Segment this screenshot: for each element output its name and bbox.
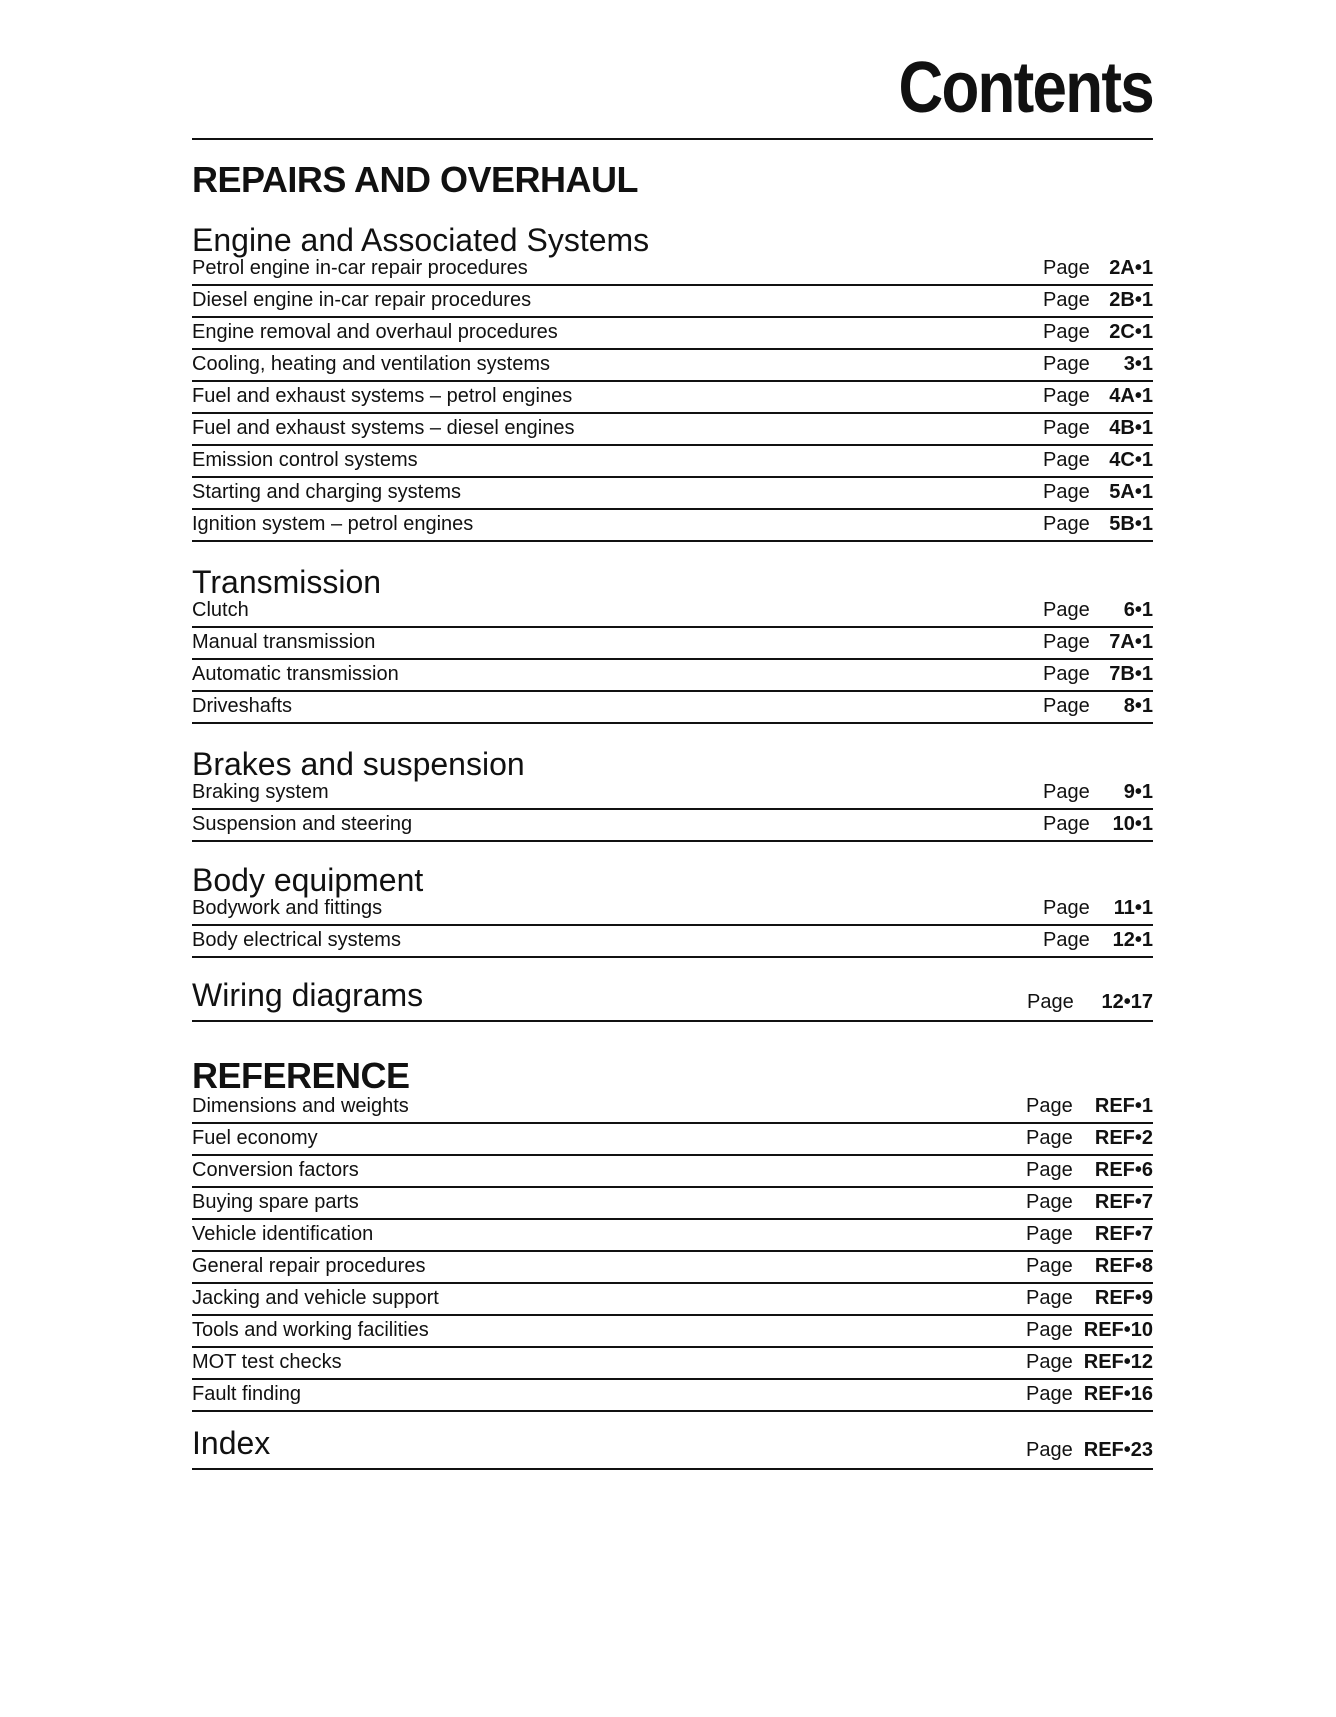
toc-row[interactable]: [192, 1252, 1153, 1284]
page-word: Page: [1026, 1127, 1073, 1149]
page-word: Page: [1043, 631, 1090, 653]
toc-label: Index: [192, 1425, 271, 1461]
reference-heading: REFERENCE: [192, 1055, 410, 1096]
toc-label: Buying spare parts: [192, 1191, 359, 1213]
page-number: 4B•1: [1109, 417, 1153, 439]
toc-label: Braking system: [192, 781, 329, 803]
page-number: REF•8: [1094, 1255, 1153, 1277]
page-word: Page: [1043, 353, 1090, 375]
toc-row[interactable]: [192, 1156, 1153, 1188]
page-word: Page: [1026, 1383, 1073, 1405]
page-number: REF•1: [1094, 1095, 1153, 1117]
page-number: 10•1: [1112, 813, 1153, 835]
toc-label: Fault finding: [192, 1383, 301, 1405]
page-word: Page: [1043, 449, 1090, 471]
toc-label: General repair procedures: [192, 1255, 426, 1277]
page-word: Page: [1027, 991, 1074, 1013]
toc-row[interactable]: [192, 1124, 1153, 1156]
toc-label: Bodywork and fittings: [192, 897, 383, 919]
toc-row[interactable]: [192, 1188, 1153, 1220]
page-word: Page: [1026, 1319, 1073, 1341]
toc-label: Body electrical systems: [192, 929, 401, 951]
page-word: Page: [1043, 321, 1090, 343]
toc-row[interactable]: [192, 510, 1153, 542]
title-divider: [192, 138, 1153, 140]
page-word: Page: [1043, 897, 1090, 919]
page-word: Page: [1026, 1159, 1073, 1181]
page-word: Page: [1026, 1255, 1073, 1277]
page-word: Page: [1043, 257, 1090, 279]
toc-label: Automatic transmission: [192, 663, 399, 685]
page-word: Page: [1043, 481, 1090, 503]
toc-row[interactable]: [192, 318, 1153, 350]
page-word: Page: [1026, 1223, 1073, 1245]
page-number: 7A•1: [1109, 631, 1153, 653]
repairs-heading: REPAIRS AND OVERHAUL: [192, 159, 639, 200]
toc-label: Clutch: [192, 599, 249, 621]
page-number: 9•1: [1123, 781, 1153, 803]
page-number: 5A•1: [1109, 481, 1153, 503]
toc-row-wiring[interactable]: [192, 977, 1153, 1022]
page-word: Page: [1043, 385, 1090, 407]
page-number: 11•1: [1113, 897, 1153, 919]
page-word: Page: [1043, 417, 1090, 439]
toc-row[interactable]: [192, 414, 1153, 446]
section-heading: Body equipment: [192, 862, 424, 898]
toc-row[interactable]: [192, 598, 1153, 628]
section-heading: Brakes and suspension: [192, 746, 525, 782]
toc-label: Cooling, heating and ventilation systems: [192, 353, 550, 375]
toc-row[interactable]: [192, 1094, 1153, 1124]
page-word: Page: [1026, 1191, 1073, 1213]
toc-label: Conversion factors: [192, 1159, 359, 1181]
toc-label: Jacking and vehicle support: [192, 1287, 439, 1309]
toc-label: Starting and charging systems: [192, 481, 462, 503]
page-number: 4A•1: [1109, 385, 1153, 407]
toc-row[interactable]: [192, 446, 1153, 478]
page-number: 2C•1: [1109, 321, 1153, 343]
toc-row-index[interactable]: [192, 1424, 1153, 1470]
page-number: 12•17: [1101, 991, 1153, 1013]
toc-label: Fuel and exhaust systems – diesel engines: [192, 417, 575, 439]
page-number: 7B•1: [1109, 663, 1153, 685]
section-heading: Engine and Associated Systems: [192, 222, 650, 258]
toc-label: Suspension and steering: [192, 813, 413, 835]
toc-row[interactable]: [192, 1316, 1153, 1348]
page-word: Page: [1043, 695, 1090, 717]
toc-label: Dimensions and weights: [192, 1095, 409, 1117]
toc-row[interactable]: [192, 1348, 1153, 1380]
page-number: REF•2: [1094, 1127, 1153, 1149]
page-number: 5B•1: [1109, 513, 1153, 535]
page-word: Page: [1043, 781, 1090, 803]
page-word: Page: [1026, 1439, 1073, 1461]
toc-row[interactable]: [192, 628, 1153, 660]
toc-row[interactable]: [192, 478, 1153, 510]
toc-row[interactable]: [192, 1380, 1153, 1412]
page-number: 2B•1: [1109, 289, 1153, 311]
toc-label: Petrol engine in-car repair procedures: [192, 257, 528, 279]
page-word: Page: [1043, 513, 1090, 535]
toc-row[interactable]: [192, 660, 1153, 692]
page-word: Page: [1043, 289, 1090, 311]
page-word: Page: [1026, 1095, 1073, 1117]
page-title: Contents: [898, 48, 1153, 128]
toc-label: Driveshafts: [192, 695, 293, 717]
page-word: Page: [1043, 929, 1090, 951]
page-number: REF•7: [1094, 1223, 1153, 1245]
toc-label: Wiring diagrams: [192, 977, 424, 1013]
page-number: 8•1: [1123, 695, 1153, 717]
toc-row[interactable]: [192, 896, 1153, 926]
toc-row[interactable]: [192, 692, 1153, 724]
page-number: REF•10: [1083, 1319, 1153, 1341]
reference-list: [192, 1094, 1153, 1412]
contents-page: [192, 0, 1153, 1470]
page-number: REF•12: [1083, 1351, 1153, 1373]
toc-row[interactable]: [192, 780, 1153, 810]
toc-label: Fuel economy: [192, 1127, 318, 1149]
toc-label: Emission control systems: [192, 449, 418, 471]
toc-label: Ignition system – petrol engines: [192, 513, 474, 535]
page-number: REF•16: [1083, 1383, 1153, 1405]
page-word: Page: [1043, 663, 1090, 685]
page-number: REF•23: [1083, 1439, 1153, 1461]
page-number: 6•1: [1123, 599, 1153, 621]
toc-row[interactable]: [192, 350, 1153, 382]
page-word: Page: [1043, 813, 1090, 835]
page-number: 3•1: [1123, 353, 1153, 375]
toc-row[interactable]: [192, 926, 1153, 958]
toc-label: Fuel and exhaust systems – petrol engines: [192, 385, 573, 407]
page-number: 12•1: [1112, 929, 1153, 951]
page-number: REF•6: [1094, 1159, 1153, 1181]
section-heading: Transmission: [192, 564, 382, 600]
page-number: REF•7: [1094, 1191, 1153, 1213]
page-number: REF•9: [1094, 1287, 1153, 1309]
toc-label: MOT test checks: [192, 1351, 342, 1373]
toc-row[interactable]: [192, 256, 1153, 286]
page-number: 4C•1: [1109, 449, 1153, 471]
toc-label: Manual transmission: [192, 631, 376, 653]
toc-row[interactable]: [192, 1284, 1153, 1316]
page-word: Page: [1026, 1351, 1073, 1373]
toc-row[interactable]: [192, 810, 1153, 842]
toc-row[interactable]: [192, 382, 1153, 414]
toc-row[interactable]: [192, 286, 1153, 318]
page-number: 2A•1: [1109, 257, 1153, 279]
toc-label: Vehicle identification: [192, 1223, 374, 1245]
page-word: Page: [1026, 1287, 1073, 1309]
repairs-groups: [192, 224, 1153, 958]
toc-label: Tools and working facilities: [192, 1319, 429, 1341]
toc-label: Engine removal and overhaul procedures: [192, 321, 558, 343]
toc-row[interactable]: [192, 1220, 1153, 1252]
page-word: Page: [1043, 599, 1090, 621]
toc-label: Diesel engine in-car repair procedures: [192, 289, 532, 311]
